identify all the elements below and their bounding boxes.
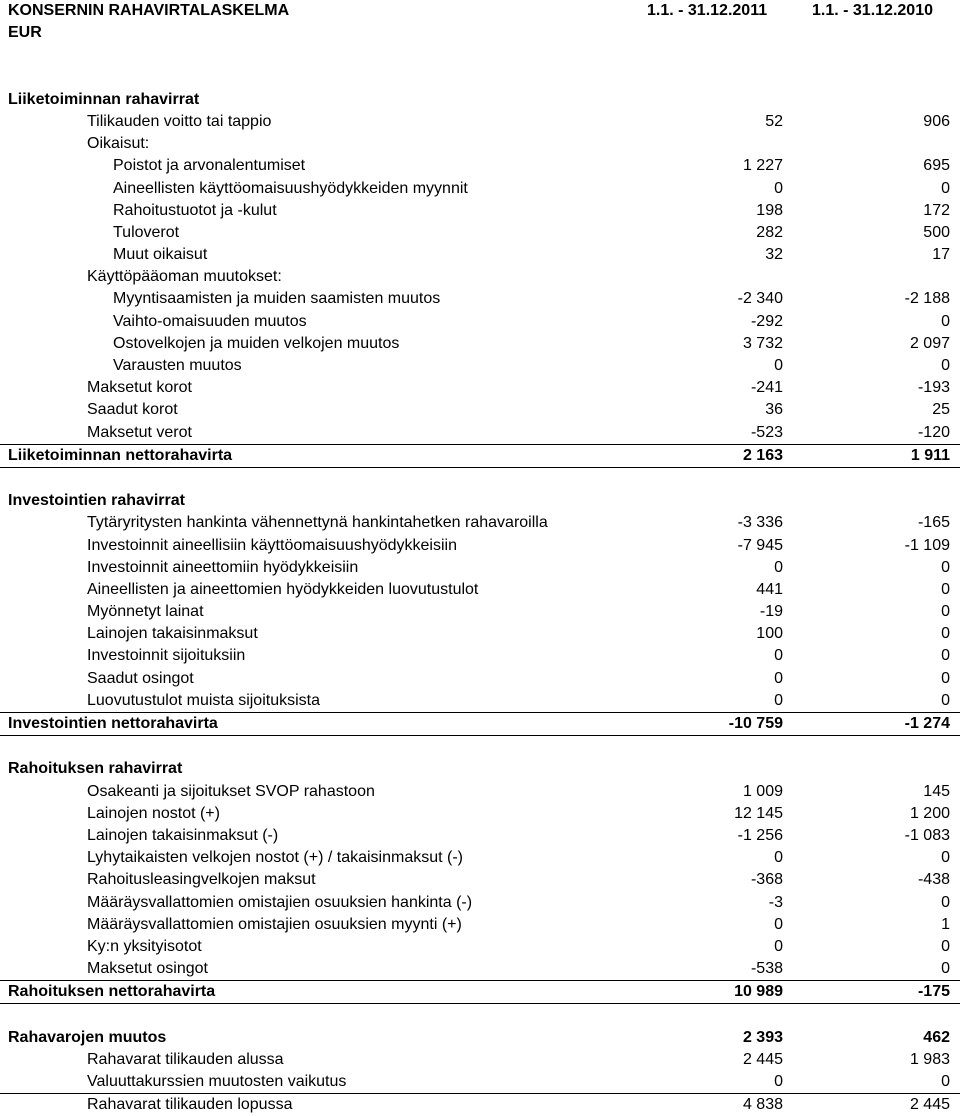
cash-change-label: Rahavarojen muutos [8, 1028, 167, 1046]
row-value-2010: 25 [932, 401, 950, 419]
row-value-2010: -120 [917, 423, 950, 441]
row-label: Rahoitusleasingvelkojen maksut [87, 871, 316, 889]
row-label: Tilikauden voitto tai tappio [87, 112, 272, 130]
row-value-2010: -1 109 [904, 536, 950, 554]
total-row-investing [0, 713, 960, 736]
spacer [0, 67, 960, 89]
row-label: Lainojen takaisinmaksut [87, 625, 258, 643]
row-value-2011: 1 227 [742, 157, 783, 175]
table-row [0, 178, 960, 200]
total-label: Rahoituksen nettorahavirta [8, 983, 216, 1001]
section-heading-operating [0, 89, 960, 111]
row-value-2011: 0 [774, 691, 783, 709]
row-value-2010: 500 [923, 223, 950, 241]
total-label: Liiketoiminnan nettorahavirta [8, 446, 233, 464]
table-row [0, 422, 960, 445]
row-value-2011: 282 [756, 223, 783, 241]
row-value-2011: 198 [756, 201, 783, 219]
row-label: Määräysvallattomien omistajien osuuksien myynti (+) [87, 915, 462, 933]
table-row [0, 311, 960, 333]
operating-rows [0, 111, 960, 445]
total-value-2011: -10 759 [728, 715, 783, 732]
row-label: Muut oikaisut [113, 246, 208, 264]
row-label: Määräysvallattomien omistajien osuuksien hankinta (-) [87, 893, 473, 911]
table-row [0, 803, 960, 825]
row-value-2011: 100 [756, 625, 783, 643]
row-value-2010: 906 [923, 112, 950, 130]
row-value-2010: 1 983 [909, 1050, 950, 1068]
row-value-2011: 0 [774, 179, 783, 197]
report-title: KONSERNIN RAHAVIRTALASKELMA [8, 2, 290, 19]
row-value-2011: -523 [750, 423, 783, 441]
total-row-operating [0, 445, 960, 468]
row-label: Rahoitustuotot ja -kulut [113, 201, 277, 219]
row-label: Lyhytaikaisten velkojen nostot (+) / takaisinmaksut (-) [87, 849, 464, 867]
row-label: Tytäryritysten hankinta vähennettynä hankintahetken rahavaroilla [87, 514, 548, 532]
row-value-2011: -3 336 [737, 514, 783, 532]
row-value-2010: 145 [923, 782, 950, 800]
cash-rows [0, 1049, 960, 1116]
table-row [0, 869, 960, 891]
row-label: Aineellisten ja aineettomien hyödykkeiden luovutustulot [87, 580, 479, 598]
row-value-2010: 0 [941, 849, 950, 867]
spacer [0, 44, 960, 66]
row-value-2010: 2 097 [909, 334, 950, 352]
table-row [0, 377, 960, 399]
row-label: Ostovelkojen ja muiden velkojen muutos [113, 334, 400, 352]
row-value-2011: 0 [774, 937, 783, 955]
table-row [0, 668, 960, 690]
spacer [0, 468, 960, 490]
row-label: Myyntisaamisten ja muiden saamisten muutos [113, 290, 441, 308]
section-heading: Investointien rahavirrat [8, 492, 185, 510]
row-label: Investoinnit aineellisiin käyttöomaisuushyödykkeisiin [87, 536, 457, 554]
table-row [0, 155, 960, 177]
total-value-2010: -1 274 [904, 715, 950, 732]
row-value-2011: 32 [765, 246, 783, 264]
table-row [0, 1094, 960, 1116]
row-label: Myönnetyt lainat [87, 603, 204, 621]
row-value-2010: -1 083 [904, 826, 950, 844]
row-label: Poistot ja arvonalentumiset [113, 157, 306, 175]
section-heading-financing [0, 758, 960, 780]
row-label: Investoinnit aineettomiin hyödykkeisiin [87, 558, 359, 576]
spacer [0, 736, 960, 758]
row-value-2011: 36 [765, 401, 783, 419]
row-value-2011: -292 [750, 312, 783, 330]
total-row-financing [0, 981, 960, 1004]
table-row [0, 133, 960, 155]
cash-change-row [0, 1027, 960, 1049]
row-value-2011: -538 [750, 960, 783, 978]
row-value-2011: 0 [774, 849, 783, 867]
table-row [0, 333, 960, 355]
row-value-2010: 0 [941, 893, 950, 911]
table-row [0, 690, 960, 713]
row-value-2010: 0 [941, 558, 950, 576]
row-value-2011: -2 340 [737, 290, 783, 308]
row-value-2011: 1 009 [742, 782, 783, 800]
row-value-2010: 17 [932, 246, 950, 264]
row-value-2010: 0 [941, 691, 950, 709]
period-previous-header: 1.1. - 31.12.2010 [812, 2, 933, 19]
table-row [0, 601, 960, 623]
row-value-2011: -19 [759, 603, 783, 621]
row-value-2010: 172 [923, 201, 950, 219]
row-value-2011: 0 [774, 558, 783, 576]
row-value-2010: 0 [941, 312, 950, 330]
row-value-2011: 2 445 [742, 1050, 783, 1068]
row-value-2011: -368 [750, 871, 783, 889]
table-row [0, 645, 960, 667]
table-row [0, 1071, 960, 1094]
section-heading: Liiketoiminnan rahavirrat [8, 90, 200, 108]
row-label: Lainojen takaisinmaksut (-) [87, 826, 279, 844]
table-row [0, 535, 960, 557]
row-label: Lainojen nostot (+) [87, 804, 220, 822]
row-label: Osakeanti ja sijoitukset SVOP rahastoon [87, 782, 375, 800]
row-value-2010: 0 [941, 603, 950, 621]
row-value-2010: -165 [917, 514, 950, 532]
table-row [0, 355, 960, 377]
row-label: Vaihto-omaisuuden muutos [113, 312, 307, 330]
row-value-2010: 0 [941, 1073, 950, 1090]
row-value-2010: 0 [941, 179, 950, 197]
table-row [0, 579, 960, 601]
row-value-2011: 4 838 [742, 1096, 783, 1114]
row-label: Tuloverot [113, 223, 180, 241]
currency-row [0, 22, 960, 44]
table-row [0, 958, 960, 981]
total-value-2011: 10 989 [734, 983, 783, 1001]
row-label: Saadut osingot [87, 669, 194, 687]
row-value-2011: 0 [774, 647, 783, 665]
row-label: Valuuttakurssien muutosten vaikutus [87, 1073, 347, 1090]
table-row [0, 914, 960, 936]
row-label: Investoinnit sijoituksiin [87, 647, 246, 665]
report-header-row [0, 0, 960, 22]
table-row [0, 244, 960, 266]
table-row [0, 111, 960, 133]
table-row [0, 623, 960, 645]
row-label: Oikaisut: [87, 135, 150, 153]
row-value-2011: 0 [774, 915, 783, 933]
row-label: Aineellisten käyttöomaisuushyödykkeiden myynnit [113, 179, 468, 197]
row-value-2010: -2 188 [904, 290, 950, 308]
row-value-2011: -3 [768, 893, 783, 911]
table-row [0, 266, 960, 288]
row-value-2010: 1 [941, 915, 950, 933]
row-value-2010: 0 [941, 647, 950, 665]
total-value-2010: -175 [917, 983, 950, 1001]
period-current-header: 1.1. - 31.12.2011 [647, 2, 768, 19]
table-row [0, 892, 960, 914]
table-row [0, 288, 960, 310]
financing-rows [0, 781, 960, 982]
table-row [0, 781, 960, 803]
table-row [0, 512, 960, 534]
row-value-2011: 441 [756, 580, 783, 598]
currency-label: EUR [8, 24, 42, 42]
spacer [0, 1004, 960, 1026]
cash-change-value-2011: 2 393 [742, 1028, 783, 1046]
row-label: Rahavarat tilikauden lopussa [87, 1096, 293, 1114]
table-row [0, 200, 960, 222]
row-value-2010: 2 445 [909, 1096, 950, 1114]
row-value-2010: 0 [941, 580, 950, 598]
total-value-2011: 2 163 [742, 446, 783, 464]
investing-rows [0, 512, 960, 713]
row-value-2010: 0 [941, 937, 950, 955]
row-label: Varausten muutos [113, 357, 242, 374]
row-value-2010: 0 [941, 357, 950, 374]
table-row [0, 557, 960, 579]
row-value-2010: 0 [941, 669, 950, 687]
table-row [0, 847, 960, 869]
row-value-2011: -7 945 [737, 536, 783, 554]
total-value-2010: 1 911 [910, 446, 950, 464]
row-value-2011: 0 [774, 357, 783, 374]
row-label: Maksetut verot [87, 423, 192, 441]
table-row [0, 936, 960, 958]
cash-change-value-2010: 462 [923, 1028, 950, 1046]
section-heading: Rahoituksen rahavirrat [8, 760, 183, 778]
row-label: Rahavarat tilikauden alussa [87, 1050, 284, 1068]
table-row [0, 399, 960, 421]
row-value-2011: -1 256 [737, 826, 783, 844]
row-label: Maksetut korot [87, 379, 192, 397]
row-label: Maksetut osingot [87, 960, 208, 978]
table-row [0, 825, 960, 847]
row-value-2011: 12 145 [734, 804, 783, 822]
row-value-2011: 0 [774, 669, 783, 687]
row-value-2011: 52 [765, 112, 783, 130]
row-value-2010: 0 [941, 960, 950, 978]
row-label: Saadut korot [87, 401, 178, 419]
table-row [0, 1049, 960, 1071]
table-row [0, 222, 960, 244]
row-label: Käyttöpääoman muutokset: [87, 268, 282, 286]
row-value-2011: 3 732 [742, 334, 783, 352]
total-label: Investointien nettorahavirta [8, 715, 218, 732]
section-heading-investing [0, 490, 960, 512]
row-value-2010: -438 [917, 871, 950, 889]
row-label: Luovutustulot muista sijoituksista [87, 691, 320, 709]
row-value-2010: 1 200 [909, 804, 950, 822]
row-value-2010: 0 [941, 625, 950, 643]
row-value-2010: -193 [917, 379, 950, 397]
row-value-2011: -241 [750, 379, 783, 397]
row-value-2010: 695 [923, 157, 950, 175]
row-label: Ky:n yksityisotot [87, 937, 202, 955]
row-value-2011: 0 [774, 1073, 783, 1090]
